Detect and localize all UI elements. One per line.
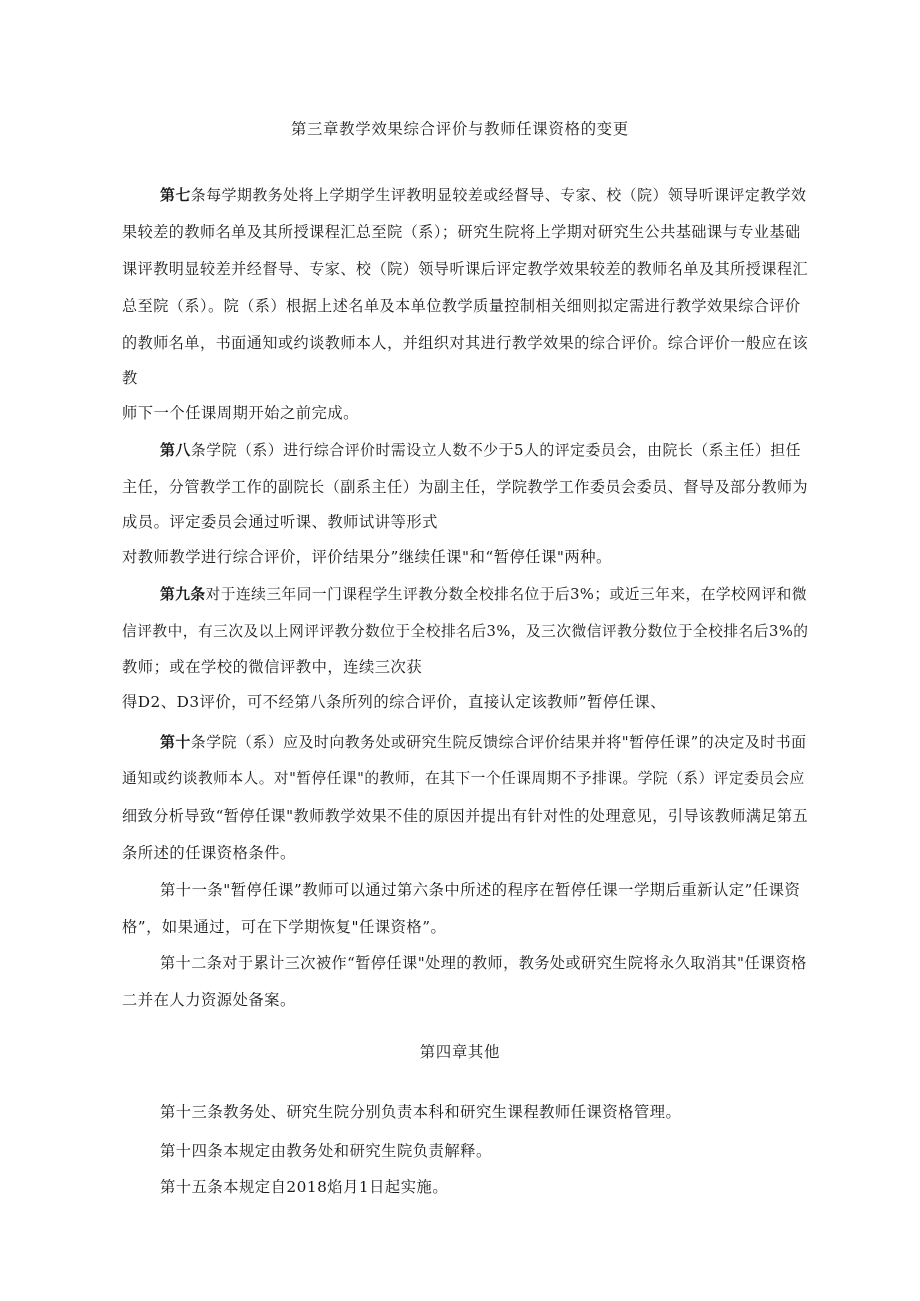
article-8-line-4: 对教师教学进行综合评价，评价结果分”继续任课"和“暂停任课"两种。: [122, 548, 612, 566]
article-10-line-3: 细致分析导致“暂停任课"教师教学效果不佳的原因并提出有针对性的处理意见，引导该教师满足第五: [122, 807, 809, 825]
article-9-line-1: [160, 585, 807, 605]
article-9-label: 第九条: [160, 586, 206, 603]
article-12-line-1: 第十二条对于累计三次被作“暂停任课"处理的教师，教务处或研究生院将永久取消其"任课资格: [160, 954, 807, 972]
article-7-line-5: 的教师名单，书面通知或约谈教师本人，并组织对其进行教学效果的综合评价。综合评价一般应在该: [122, 334, 809, 352]
article-7-line-3: 课评教明显较差并经督导、专家、校（院）领导听课后评定教学效果较差的教师名单及其所授课程汇: [122, 260, 809, 278]
article-9-line-4: 得D2、D3评价，可不经第八条所列的综合评价，直接认定该教师”暂停任课、: [122, 693, 667, 711]
article-13: 第十三条教务处、研究生院分别负责本科和研究生课程教师任课资格管理。: [160, 1103, 682, 1121]
article-8-line-2: 主任，分管教学工作的副院长（副系主任）为副主任，学院教学工作委员会委员、督导及部分教师为: [122, 478, 809, 496]
article-9-line-2: 信评教中，有三次及以上网评评教分数位于全校排名后3%，及三次微信评教分数位于全校排名后3%的: [122, 623, 809, 640]
article-8-text: 条学院（系）进行综合评价时需设立人数不少于5人的评定委员会，由院长（系主任）担任: [190, 441, 802, 459]
article-9-text: 对于连续三年同一门课程学生评教分数全校排名位于后3%；或近三年来，在学校网评和微: [205, 586, 808, 603]
article-11-line-2: 格”，如果通过，可在下学期恢复"任课资格”。: [122, 918, 447, 936]
article-10-line-1: [160, 732, 807, 752]
article-11-line-1: 第十一条"暂停任课”教师可以通过第六条中所述的程序在暂停任课一学期后重新认定”任课资: [160, 881, 801, 899]
article-9-line-3: 教师；或在学校的微信评教中，连续三次获: [122, 658, 423, 676]
article-10-text: 条学院（系）应及时向教务处或研究生院反馈综合评价结果并将"暂停任课”的决定及时书面: [190, 733, 807, 751]
chapter-3-title: 第三章教学效果综合评价与教师任课资格的变更: [290, 120, 630, 138]
article-7-text: 条每学期教务处将上学期学生评教明显较差或经督导、专家、校（院）领导听课评定教学效: [190, 186, 807, 204]
article-7-line-1: [160, 185, 806, 205]
article-10-line-2: 通知或约谈教师本人。对"暂停任课"的教师，在其下一个任课周期不予排课。学院（系）评定委员会应: [122, 770, 805, 787]
article-8-label: 第八: [160, 441, 191, 459]
article-8-line-3: 成员。评定委员会通过听课、教师试讲等形式: [122, 513, 438, 531]
article-15: 第十五条本规定自2018焰月1日起实施。: [160, 1178, 449, 1196]
chapter-4-title: 第四章其他: [419, 1043, 501, 1061]
article-8-line-1: [160, 440, 801, 460]
article-14: 第十四条本规定由教务处和研究生院负责解释。: [160, 1142, 492, 1160]
article-7-line-7: 师下一个任课周期开始之前完成。: [122, 404, 359, 422]
article-10-line-4: 条所述的任课资格条件。: [122, 844, 296, 862]
article-7-line-6: 教: [122, 369, 138, 387]
article-12-line-2: 二并在人力资源处备案。: [122, 991, 296, 1009]
article-7-line-2: 果较差的教师名单及其所授课程汇总至院（系）；研究生院将上学期对研究生公共基础课与专业基础: [122, 223, 801, 241]
article-7-line-4: 总至院（系）。院（系）根据上述名单及本单位教学质量控制相关细则拟定需进行教学效果综合评价: [122, 297, 801, 315]
article-10-label: 第十: [160, 733, 191, 751]
article-7-label: 第七: [160, 186, 191, 204]
